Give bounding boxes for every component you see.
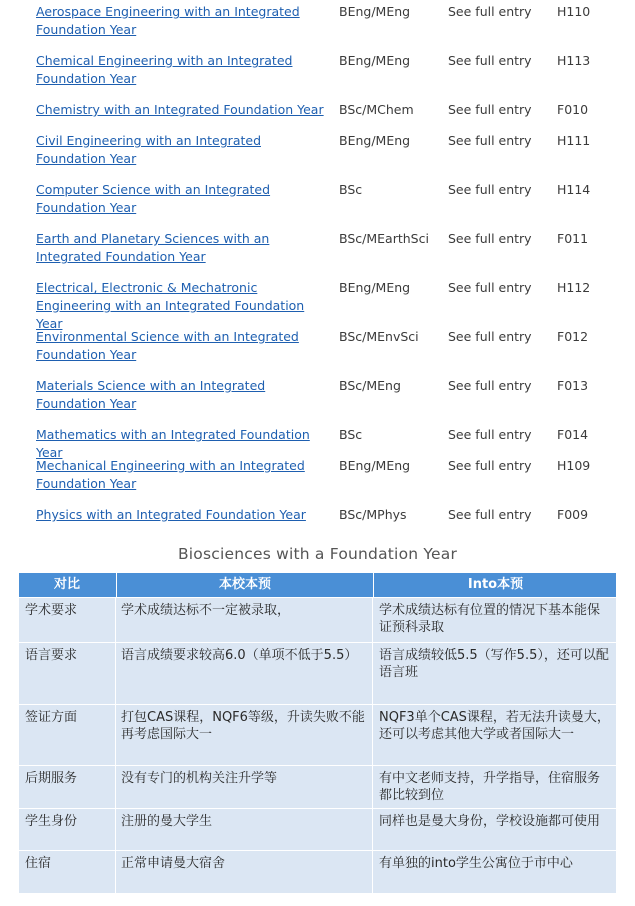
header-cell: 本校本预: [116, 573, 373, 597]
column-divider: [115, 597, 116, 893]
course-code: F009: [557, 507, 589, 522]
cell-into-foundation: 同样也是曼大身份，学校设施都可使用: [379, 814, 601, 829]
table-row: [19, 598, 616, 642]
course-entry: See full entry: [448, 329, 532, 344]
cell-into-foundation: 语言成绩较低5.5（写作5.5），还可以配语言班: [379, 648, 609, 680]
row-label: 学术要求: [25, 603, 78, 618]
table-header: [19, 573, 616, 597]
course-qualification: BEng/MEng: [339, 280, 411, 295]
row-label: 签证方面: [25, 710, 78, 725]
cell-local-foundation: 注册的曼大学生: [121, 814, 213, 829]
course-qualification: BEng/MEng: [339, 133, 411, 148]
course-link[interactable]: Earth and Planetary Sciences with an Integrated Foundation Year: [36, 231, 270, 264]
table-row: [19, 643, 616, 704]
course-qualification: BSc/MEnvSci: [339, 329, 419, 344]
course-link[interactable]: Mechanical Engineering with an Integrated Foundation Year: [36, 458, 305, 491]
course-qualification: BSc: [339, 182, 363, 197]
course-code: F011: [557, 231, 589, 246]
row-label: 后期服务: [25, 771, 78, 786]
course-code: F014: [557, 427, 589, 442]
course-code: H112: [557, 280, 591, 295]
course-qualification: BEng/MEng: [339, 458, 411, 473]
course-qualification: BEng/MEng: [339, 4, 411, 19]
course-link[interactable]: Aerospace Engineering with an Integrated Foundation Year: [36, 4, 300, 37]
course-link[interactable]: Mathematics with an Integrated Foundation Year: [36, 427, 310, 460]
cell-local-foundation: 打包CAS课程，NQF6等级，升读失败不能再考虑国际大一: [121, 710, 365, 742]
course-code: H113: [557, 53, 591, 68]
course-qualification: BSc/MEarthSci: [339, 231, 429, 246]
header-cell: 对比: [53, 577, 80, 592]
cell-into-foundation: NQF3单个CAS课程，若无法升读曼大，还可以考虑其他大学或者国际大一: [379, 710, 610, 742]
cell-into-foundation: 有单独的into学生公寓位于市中心: [379, 856, 573, 871]
course-qualification: BSc/MPhys: [339, 507, 407, 522]
cell-into-foundation: 有中文老师支持，升学指导，住宿服务都比较到位: [379, 771, 601, 803]
course-entry: See full entry: [448, 378, 532, 393]
course-link[interactable]: Chemical Engineering with an Integrated Foundation Year: [36, 53, 293, 86]
section-title: Biosciences with a Foundation Year: [177, 545, 458, 563]
course-code: F012: [557, 329, 589, 344]
course-code: H114: [557, 182, 591, 197]
course-entry: See full entry: [448, 231, 532, 246]
course-code: H109: [557, 458, 591, 473]
course-code: H111: [557, 133, 591, 148]
cell-local-foundation: 语言成绩要求较高6.0（单项不低于5.5）: [121, 648, 358, 663]
course-entry: See full entry: [448, 427, 532, 442]
cell-local-foundation: 没有专门的机构关注升学等: [121, 771, 278, 786]
cell-local-foundation: 学术成绩达标不一定被录取，: [121, 603, 291, 618]
course-link[interactable]: Materials Science with an Integrated Foundation Year: [36, 378, 266, 411]
course-code: F013: [557, 378, 589, 393]
table-row: [19, 851, 616, 893]
course-link[interactable]: Electrical, Electronic & Mechatronic Engineering with an Integrated Foundation Year: [36, 280, 305, 331]
row-label: 学生身份: [25, 814, 78, 829]
course-entry: See full entry: [448, 280, 532, 295]
header-cell: Into本预: [373, 573, 617, 597]
course-qualification: BSc/MChem: [339, 102, 414, 117]
course-entry: See full entry: [448, 53, 532, 68]
table-row: [19, 766, 616, 808]
cell-local-foundation: 正常申请曼大宿舍: [121, 856, 226, 871]
course-code: H110: [557, 4, 591, 19]
course-entry: See full entry: [448, 507, 532, 522]
row-label: 住宿: [25, 856, 52, 871]
course-link[interactable]: Physics with an Integrated Foundation Year: [36, 507, 306, 522]
course-entry: See full entry: [448, 133, 532, 148]
course-qualification: BEng/MEng: [339, 53, 411, 68]
course-entry: See full entry: [448, 182, 532, 197]
course-entry: See full entry: [448, 4, 532, 19]
course-link[interactable]: Chemistry with an Integrated Foundation Year: [36, 102, 324, 117]
course-entry: See full entry: [448, 102, 532, 117]
cell-into-foundation: 学术成绩达标有位置的情况下基本能保证预科录取: [379, 603, 601, 635]
course-entry: See full entry: [448, 458, 532, 473]
course-link[interactable]: Environmental Science with an Integrated Foundation Year: [36, 329, 299, 362]
course-code: F010: [557, 102, 589, 117]
column-divider: [372, 597, 373, 893]
course-link[interactable]: Computer Science with an Integrated Foundation Year: [36, 182, 271, 215]
table-row: [19, 705, 616, 765]
course-link[interactable]: Civil Engineering with an Integrated Foundation Year: [36, 133, 261, 166]
table-row: [19, 809, 616, 850]
course-qualification: BSc/MEng: [339, 378, 401, 393]
course-qualification: BSc: [339, 427, 363, 442]
row-label: 语言要求: [25, 648, 78, 663]
